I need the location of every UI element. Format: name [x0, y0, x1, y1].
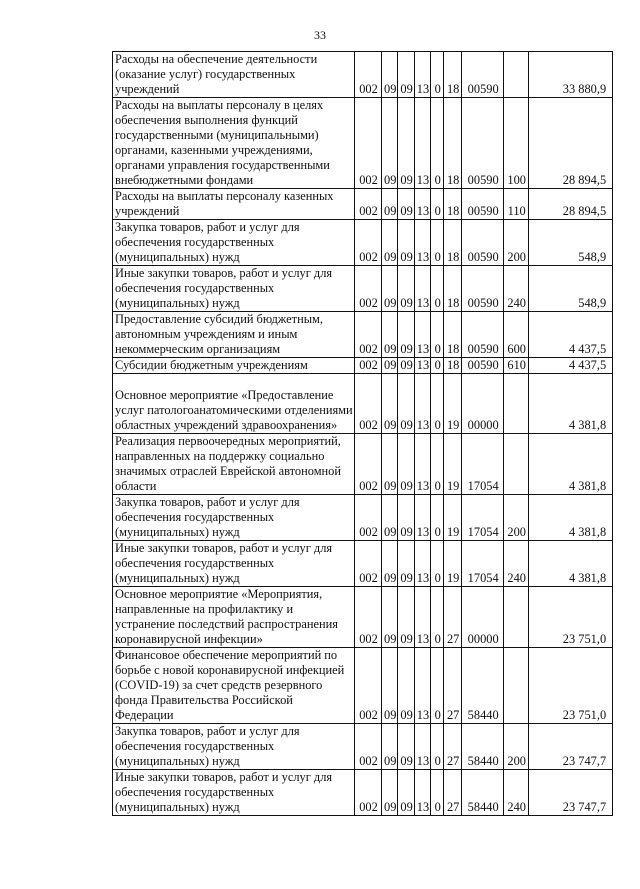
subprogram-code-cell: 0 — [431, 724, 444, 770]
main-event-code-cell: 18 — [444, 266, 462, 312]
section-code-cell: 09 — [382, 541, 398, 587]
program-code-cell: 13 — [414, 648, 430, 724]
subprogram-code-cell: 0 — [431, 98, 444, 189]
direction-code-cell: 00590 — [462, 98, 504, 189]
direction-code-cell: 58440 — [462, 648, 504, 724]
program-code-cell: 13 — [414, 770, 430, 816]
main-event-code-cell: 19 — [444, 495, 462, 541]
amount-cell: 23 751,0 — [529, 648, 613, 724]
direction-code-cell: 58440 — [462, 724, 504, 770]
section-code-cell: 09 — [382, 358, 398, 374]
section-code-cell: 09 — [382, 374, 398, 434]
amount-cell: 23 747,7 — [529, 770, 613, 816]
expense-type-code-cell: 600 — [504, 312, 529, 358]
section-code-cell: 09 — [382, 312, 398, 358]
direction-code-cell: 17054 — [462, 495, 504, 541]
row-name-cell: Закупка товаров, работ и услуг для обеспечения государственных (муниципальных) нужд — [113, 220, 355, 266]
expense-type-code-cell: 110 — [504, 189, 529, 220]
row-name-cell: Закупка товаров, работ и услуг для обеспечения государственных (муниципальных) нужд — [113, 724, 355, 770]
ministry-code-cell: 002 — [355, 434, 382, 495]
main-event-code-cell: 18 — [444, 312, 462, 358]
expense-type-code-cell: 200 — [504, 495, 529, 541]
subsection-code-cell: 09 — [398, 189, 414, 220]
table-row — [113, 724, 613, 770]
ministry-code-cell: 002 — [355, 189, 382, 220]
expense-type-code-cell: 200 — [504, 724, 529, 770]
expense-type-code-cell: 240 — [504, 770, 529, 816]
subprogram-code-cell: 0 — [431, 189, 444, 220]
subsection-code-cell: 09 — [398, 770, 414, 816]
budget-table-body — [113, 52, 613, 816]
section-code-cell: 09 — [382, 52, 398, 98]
program-code-cell: 13 — [414, 189, 430, 220]
row-name-cell: Реализация первоочередных мероприятий, направленных на поддержку социально значимых отраслей Еврейской автономной области — [113, 434, 355, 495]
subprogram-code-cell: 0 — [431, 220, 444, 266]
budget-table — [112, 51, 613, 816]
program-code-cell: 13 — [414, 312, 430, 358]
ministry-code-cell: 002 — [355, 98, 382, 189]
table-row — [113, 98, 613, 189]
table-row — [113, 541, 613, 587]
table-row — [113, 52, 613, 98]
table-row — [113, 358, 613, 374]
subsection-code-cell: 09 — [398, 312, 414, 358]
subprogram-code-cell: 0 — [431, 495, 444, 541]
row-name-cell: Основное мероприятие «Предоставление услуг патологоанатомическими отделениями областных учреждений здравоохранения» — [113, 374, 355, 434]
section-code-cell: 09 — [382, 220, 398, 266]
subsection-code-cell: 09 — [398, 220, 414, 266]
table-row — [113, 587, 613, 648]
expense-type-code-cell: 240 — [504, 266, 529, 312]
direction-code-cell: 17054 — [462, 541, 504, 587]
direction-code-cell: 00590 — [462, 266, 504, 312]
ministry-code-cell: 002 — [355, 374, 382, 434]
program-code-cell: 13 — [414, 266, 430, 312]
program-code-cell: 13 — [414, 220, 430, 266]
section-code-cell: 09 — [382, 724, 398, 770]
direction-code-cell: 00000 — [462, 374, 504, 434]
amount-cell: 23 747,7 — [529, 724, 613, 770]
direction-code-cell: 17054 — [462, 434, 504, 495]
main-event-code-cell: 18 — [444, 98, 462, 189]
amount-cell: 548,9 — [529, 266, 613, 312]
direction-code-cell: 00590 — [462, 52, 504, 98]
expense-type-code-cell: 610 — [504, 358, 529, 374]
subsection-code-cell: 09 — [398, 724, 414, 770]
table-row — [113, 434, 613, 495]
section-code-cell: 09 — [382, 648, 398, 724]
direction-code-cell: 58440 — [462, 770, 504, 816]
row-name-cell: Иные закупки товаров, работ и услуг для обеспечения государственных (муниципальных) нужд — [113, 770, 355, 816]
table-row — [113, 648, 613, 724]
main-event-code-cell: 18 — [444, 52, 462, 98]
main-event-code-cell: 19 — [444, 374, 462, 434]
row-name-cell: Расходы на обеспечение деятельности (оказание услуг) государственных учреждений — [113, 52, 355, 98]
main-event-code-cell: 27 — [444, 724, 462, 770]
subsection-code-cell: 09 — [398, 358, 414, 374]
amount-cell: 4 437,5 — [529, 358, 613, 374]
table-row — [113, 495, 613, 541]
subprogram-code-cell: 0 — [431, 52, 444, 98]
program-code-cell: 13 — [414, 358, 430, 374]
direction-code-cell: 00590 — [462, 312, 504, 358]
amount-cell: 4 437,5 — [529, 312, 613, 358]
table-row — [113, 220, 613, 266]
ministry-code-cell: 002 — [355, 495, 382, 541]
expense-type-code-cell — [504, 52, 529, 98]
subprogram-code-cell: 0 — [431, 648, 444, 724]
row-name-cell: Финансовое обеспечение мероприятий по борьбе с новой коронавирусной инфекцией (COVID-19) за счет средств резервного фонда Правительства Российской Федерации — [113, 648, 355, 724]
subsection-code-cell: 09 — [398, 434, 414, 495]
section-code-cell: 09 — [382, 189, 398, 220]
subprogram-code-cell: 0 — [431, 374, 444, 434]
amount-cell: 4 381,8 — [529, 495, 613, 541]
main-event-code-cell: 27 — [444, 770, 462, 816]
table-row — [113, 312, 613, 358]
direction-code-cell: 00000 — [462, 587, 504, 648]
amount-cell: 33 880,9 — [529, 52, 613, 98]
ministry-code-cell: 002 — [355, 587, 382, 648]
ministry-code-cell: 002 — [355, 770, 382, 816]
main-event-code-cell: 27 — [444, 587, 462, 648]
ministry-code-cell: 002 — [355, 724, 382, 770]
main-event-code-cell: 19 — [444, 434, 462, 495]
amount-cell: 4 381,8 — [529, 434, 613, 495]
table-row — [113, 374, 613, 434]
ministry-code-cell: 002 — [355, 220, 382, 266]
amount-cell: 4 381,8 — [529, 374, 613, 434]
program-code-cell: 13 — [414, 434, 430, 495]
row-name-cell: Закупка товаров, работ и услуг для обеспечения государственных (муниципальных) нужд — [113, 495, 355, 541]
subprogram-code-cell: 0 — [431, 358, 444, 374]
program-code-cell: 13 — [414, 541, 430, 587]
row-name-cell: Основное мероприятие «Мероприятия, направленные на профилактику и устранение последствий распространения коронавирусной инфекции» — [113, 587, 355, 648]
ministry-code-cell: 002 — [355, 312, 382, 358]
subsection-code-cell: 09 — [398, 587, 414, 648]
expense-type-code-cell — [504, 434, 529, 495]
table-row — [113, 770, 613, 816]
amount-cell: 28 894,5 — [529, 189, 613, 220]
program-code-cell: 13 — [414, 52, 430, 98]
amount-cell: 548,9 — [529, 220, 613, 266]
section-code-cell: 09 — [382, 495, 398, 541]
ministry-code-cell: 002 — [355, 266, 382, 312]
subprogram-code-cell: 0 — [431, 587, 444, 648]
direction-code-cell: 00590 — [462, 220, 504, 266]
subprogram-code-cell: 0 — [431, 770, 444, 816]
row-name-cell: Предоставление субсидий бюджетным, автономным учреждениям и иным некоммерческим организациям — [113, 312, 355, 358]
expense-type-code-cell — [504, 374, 529, 434]
ministry-code-cell: 002 — [355, 648, 382, 724]
row-name-cell: Иные закупки товаров, работ и услуг для обеспечения государственных (муниципальных) нужд — [113, 266, 355, 312]
direction-code-cell: 00590 — [462, 189, 504, 220]
table-row — [113, 189, 613, 220]
expense-type-code-cell: 240 — [504, 541, 529, 587]
direction-code-cell: 00590 — [462, 358, 504, 374]
ministry-code-cell: 002 — [355, 52, 382, 98]
row-name-cell: Субсидии бюджетным учреждениям — [113, 358, 355, 374]
section-code-cell: 09 — [382, 770, 398, 816]
program-code-cell: 13 — [414, 98, 430, 189]
amount-cell: 28 894,5 — [529, 98, 613, 189]
main-event-code-cell: 18 — [444, 189, 462, 220]
program-code-cell: 13 — [414, 495, 430, 541]
row-name-cell: Иные закупки товаров, работ и услуг для обеспечения государственных (муниципальных) нужд — [113, 541, 355, 587]
main-event-code-cell: 18 — [444, 358, 462, 374]
subsection-code-cell: 09 — [398, 648, 414, 724]
program-code-cell: 13 — [414, 374, 430, 434]
subprogram-code-cell: 0 — [431, 541, 444, 587]
section-code-cell: 09 — [382, 266, 398, 312]
amount-cell: 23 751,0 — [529, 587, 613, 648]
main-event-code-cell: 27 — [444, 648, 462, 724]
subsection-code-cell: 09 — [398, 266, 414, 312]
page-number: 33 — [314, 28, 326, 42]
amount-cell: 4 381,8 — [529, 541, 613, 587]
main-event-code-cell: 19 — [444, 541, 462, 587]
section-code-cell: 09 — [382, 98, 398, 189]
ministry-code-cell: 002 — [355, 358, 382, 374]
table-row — [113, 266, 613, 312]
expense-type-code-cell — [504, 587, 529, 648]
row-name-cell: Расходы на выплаты персоналу в целях обеспечения выполнения функций государственными (муниципальными) органами, казенными учреждениями, органами управления государственными внебюджетными фондами — [113, 98, 355, 189]
expense-type-code-cell: 200 — [504, 220, 529, 266]
subsection-code-cell: 09 — [398, 541, 414, 587]
row-name-cell: Расходы на выплаты персоналу казенных учреждений — [113, 189, 355, 220]
section-code-cell: 09 — [382, 587, 398, 648]
subprogram-code-cell: 0 — [431, 434, 444, 495]
subsection-code-cell: 09 — [398, 98, 414, 189]
program-code-cell: 13 — [414, 587, 430, 648]
ministry-code-cell: 002 — [355, 541, 382, 587]
subsection-code-cell: 09 — [398, 374, 414, 434]
subprogram-code-cell: 0 — [431, 312, 444, 358]
expense-type-code-cell — [504, 648, 529, 724]
section-code-cell: 09 — [382, 434, 398, 495]
expense-type-code-cell: 100 — [504, 98, 529, 189]
main-event-code-cell: 18 — [444, 220, 462, 266]
program-code-cell: 13 — [414, 724, 430, 770]
subsection-code-cell: 09 — [398, 52, 414, 98]
subprogram-code-cell: 0 — [431, 266, 444, 312]
subsection-code-cell: 09 — [398, 495, 414, 541]
